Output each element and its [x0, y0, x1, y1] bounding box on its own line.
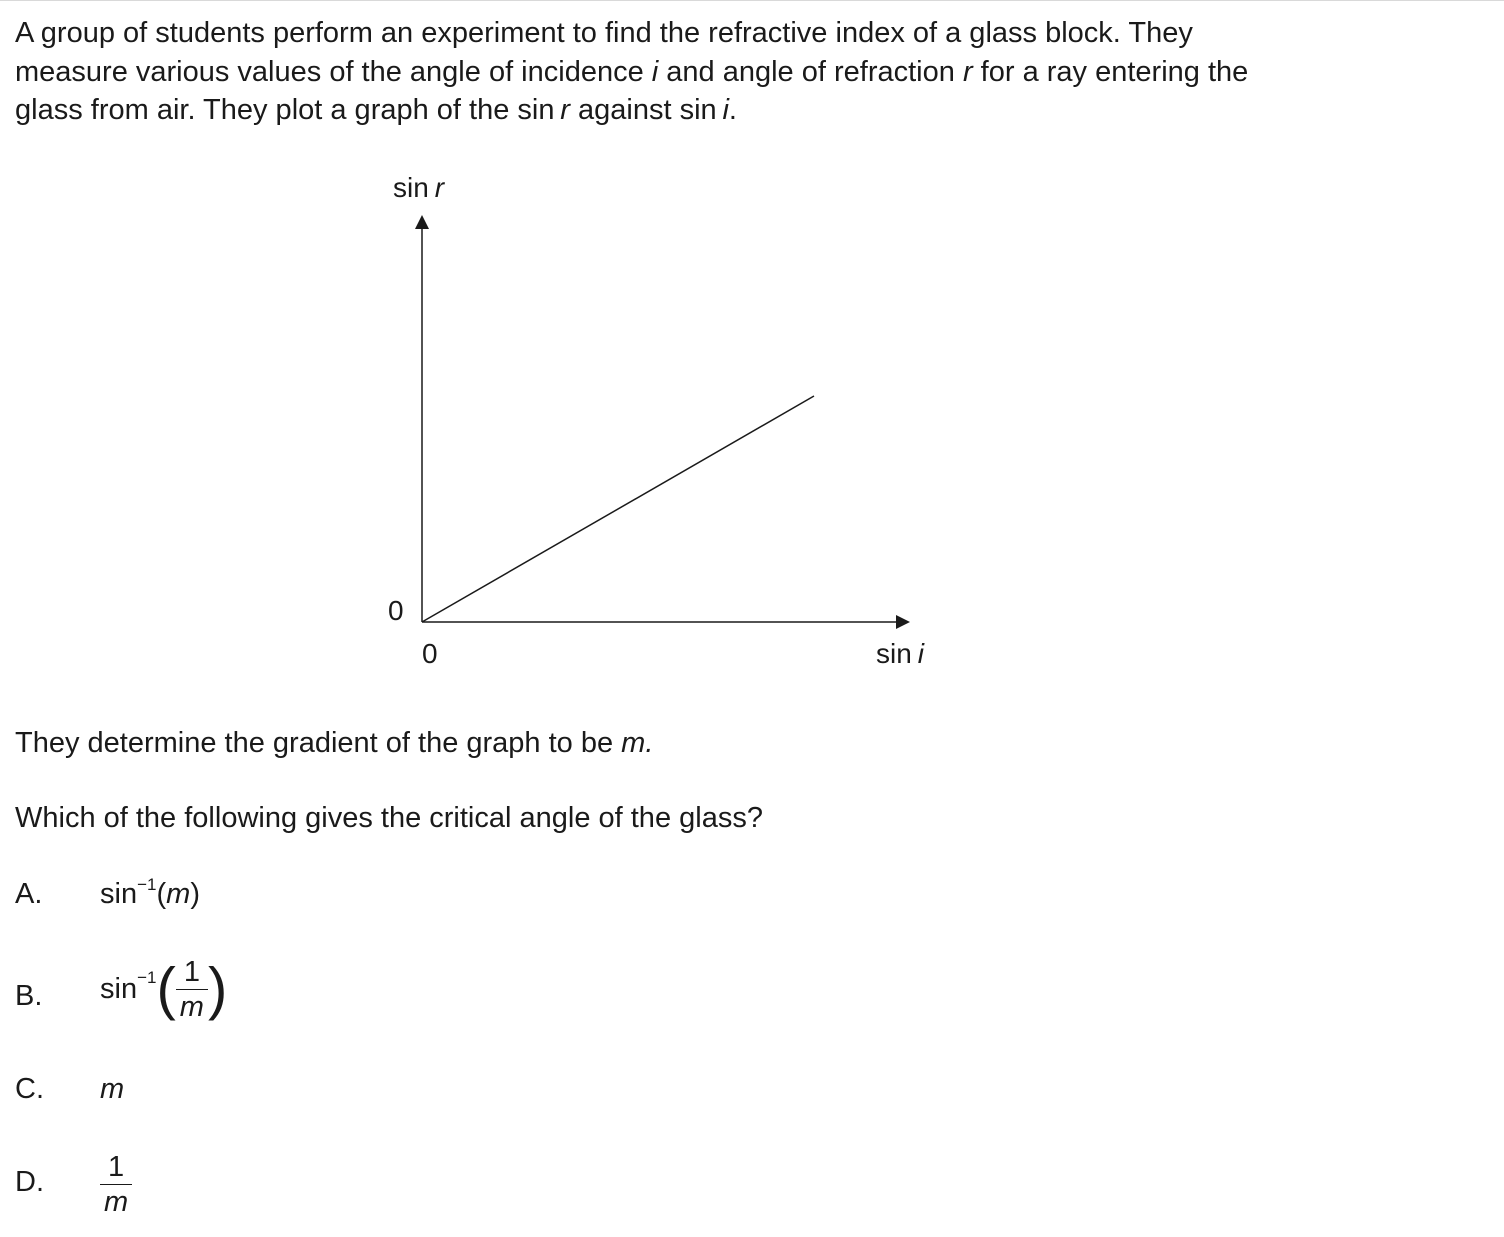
var-r: r: [560, 94, 570, 126]
open-paren: (: [156, 956, 176, 1022]
fraction: [176, 955, 208, 1024]
inverse-superscript: −1: [137, 968, 157, 988]
question-text: Which of the following gives the critical angle of the glass?: [15, 802, 763, 834]
close-paren: ): [190, 878, 200, 910]
x-axis-arrow: [896, 615, 910, 629]
gradient-text: They determine the gradient of the graph to be: [15, 727, 622, 759]
intro-text: measure various values of the angle of incidence: [15, 55, 652, 88]
y-axis-arrow: [415, 215, 429, 229]
option-b-answer[interactable]: [100, 955, 227, 1024]
x-origin-label: 0: [422, 638, 438, 669]
y-origin-label: 0: [388, 595, 404, 626]
intro-line-1: A group of students perform an experiment to find the refractive index of a glass block. They: [15, 17, 1193, 49]
graph-line: [422, 396, 814, 622]
sin-fn: sin: [100, 878, 138, 910]
option-c-label[interactable]: C.: [15, 1073, 44, 1105]
intro-text: against sin: [569, 94, 723, 126]
sin-fn: sin: [100, 973, 138, 1005]
var-r: r: [962, 55, 973, 88]
open-paren: (: [156, 878, 167, 910]
option-d-answer[interactable]: [100, 1150, 132, 1219]
option-b-label[interactable]: B.: [15, 980, 43, 1012]
gradient-statement: [15, 727, 653, 760]
option-a-label[interactable]: A.: [15, 878, 43, 910]
intro-text: for a ray entering the: [972, 55, 1249, 88]
fraction: [100, 1150, 132, 1219]
denominator: m: [104, 1186, 129, 1218]
numerator: 1: [100, 1150, 132, 1185]
option-d-label[interactable]: D.: [15, 1166, 44, 1198]
denominator: m: [179, 991, 204, 1023]
option-a-answer[interactable]: [100, 875, 200, 911]
intro-text: and angle of refraction: [658, 55, 963, 88]
y-axis-label: sin r: [393, 172, 445, 203]
x-axis-label: sin i: [876, 638, 925, 669]
intro-text: .: [728, 94, 737, 126]
var-i: i: [651, 55, 659, 88]
var-i: i: [722, 94, 729, 126]
close-paren: ): [207, 956, 228, 1022]
var-m: m.: [621, 727, 654, 759]
numerator: 1: [176, 955, 208, 990]
intro-text: glass from air. They plot a graph of the sin: [15, 94, 561, 126]
inverse-superscript: −1: [137, 875, 157, 894]
var-m: m: [166, 878, 191, 910]
option-c-answer[interactable]: [100, 1073, 124, 1106]
var-m: m: [100, 1073, 125, 1105]
